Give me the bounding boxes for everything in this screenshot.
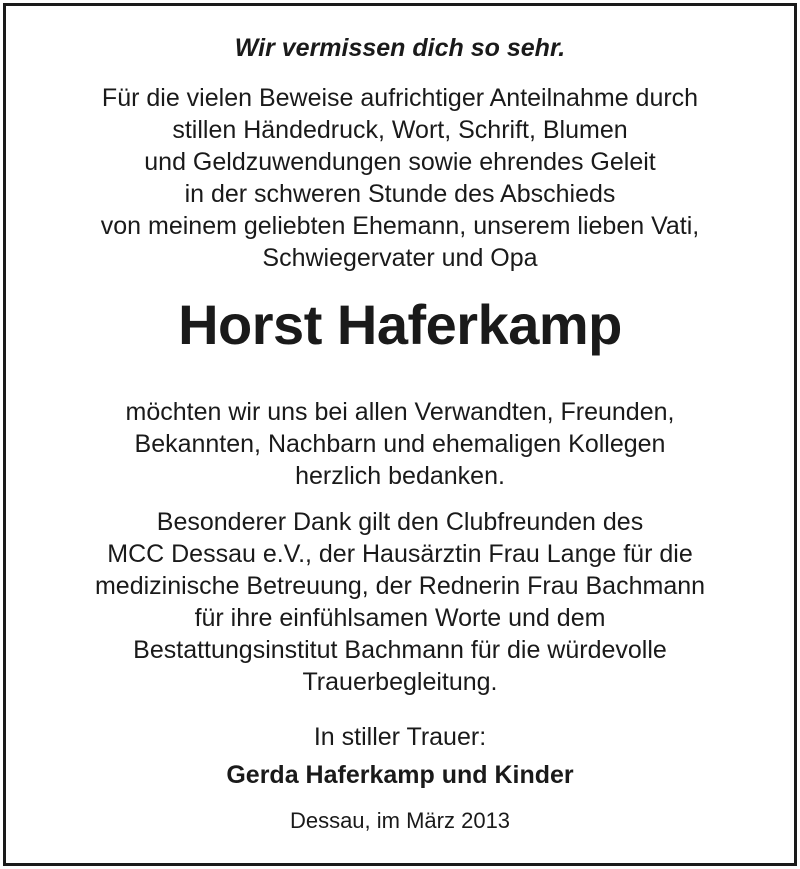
thanks-line: Bekannten, Nachbarn und ehemaligen Kollegen xyxy=(134,430,666,458)
intro-line: Für die vielen Beweise aufrichtiger Anteilnahme durch xyxy=(101,84,699,112)
special-thanks-line: Bestattungsinstitut Bachmann für die würdevolle xyxy=(133,636,667,664)
intro-line: von meinem geliebten Ehemann, unserem lieben Vati, xyxy=(100,212,700,240)
notice-heading: Wir vermissen dich so sehr. xyxy=(234,34,566,62)
intro-paragraph xyxy=(6,82,794,274)
special-thanks-line: Besonderer Dank gilt den Clubfreunden des xyxy=(156,508,644,536)
intro-line: stillen Händedruck, Wort, Schrift, Blumen xyxy=(172,116,628,144)
special-thanks-line: Trauerbegleitung. xyxy=(302,668,498,696)
special-thanks-line: MCC Dessau e.V., der Hausärztin Frau Lange für die xyxy=(107,540,693,568)
thanks-line: herzlich bedanken. xyxy=(295,462,505,490)
intro-line: und Geldzuwendungen sowie ehrendes Geleit xyxy=(144,148,656,176)
signer-name: Gerda Haferkamp und Kinder xyxy=(226,761,574,789)
thanks-line: möchten wir uns bei allen Verwandten, Freunden, xyxy=(125,398,675,426)
obituary-notice xyxy=(3,3,797,866)
intro-line: in der schweren Stunde des Abschieds xyxy=(184,180,616,208)
special-thanks-paragraph xyxy=(6,506,794,698)
special-thanks-line: für ihre einfühlsamen Worte und dem xyxy=(194,604,606,632)
intro-line: Schwiegervater und Opa xyxy=(262,244,538,272)
deceased-name: Horst Haferkamp xyxy=(178,293,622,356)
special-thanks-line: medizinische Betreuung, der Rednerin Frau Bachmann xyxy=(94,572,706,600)
place-and-date: Dessau, im März 2013 xyxy=(289,808,511,833)
closing-phrase: In stiller Trauer: xyxy=(313,723,487,751)
thanks-paragraph xyxy=(6,396,794,492)
